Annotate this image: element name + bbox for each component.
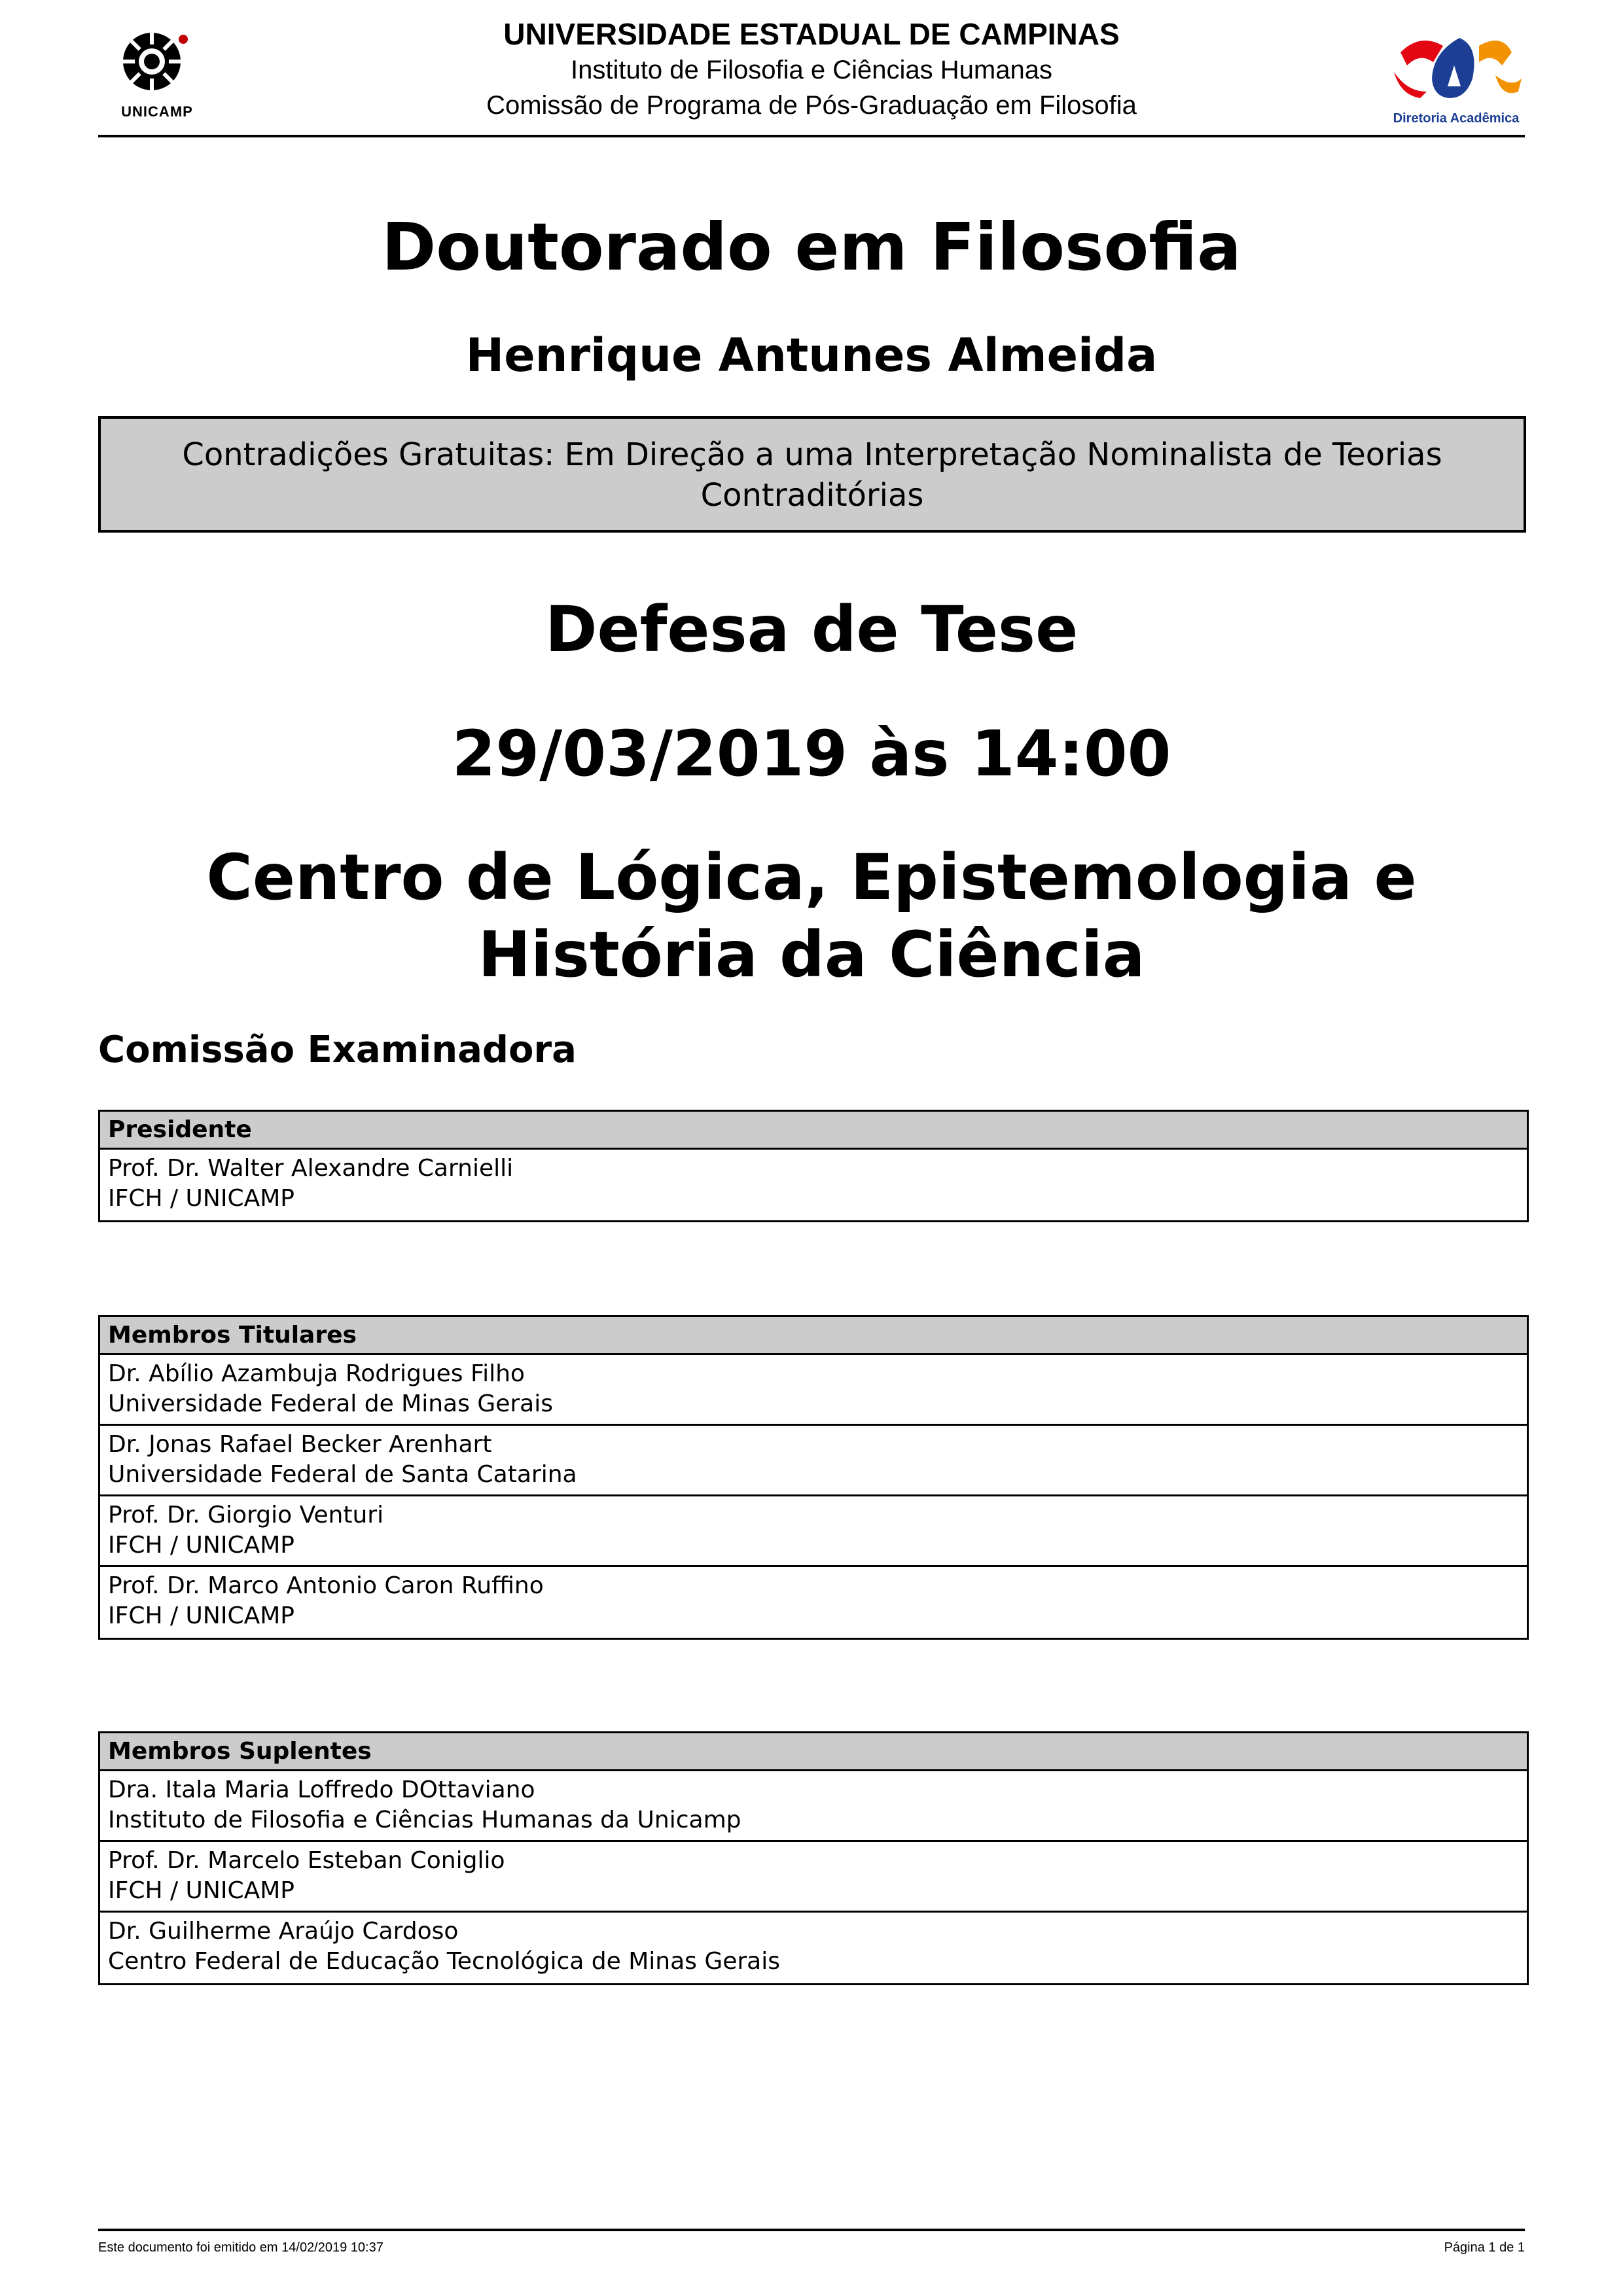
member-name: Prof. Dr. Giorgio Venturi — [108, 1502, 384, 1528]
member-name: Dr. Abílio Azambuja Rodrigues Filho — [108, 1360, 525, 1387]
page-number: Página 1 de 1 — [1444, 2240, 1525, 2255]
table-row — [100, 1150, 1527, 1220]
table-row — [100, 1771, 1527, 1842]
diretoria-academica-logo — [1381, 26, 1538, 131]
diretoria-academica-text: Diretoria Acadêmica — [1393, 111, 1520, 126]
member-affiliation: IFCH / UNICAMP — [108, 1602, 294, 1629]
president-table — [98, 1110, 1529, 1222]
suplentes-header: Membros Suplentes — [100, 1733, 1527, 1771]
member-affiliation: Universidade Federal de Santa Catarina — [108, 1461, 577, 1488]
table-row — [100, 1355, 1527, 1426]
thesis-title: Contradições Gratuitas: Em Direção a uma Interpretação Nominalista de Teorias Contraditórias — [182, 436, 1442, 514]
institute-name: Instituto de Filosofia e Ciências Humanas — [571, 56, 1052, 84]
unicamp-logo-text: UNICAMP — [121, 103, 193, 120]
suplentes-table — [98, 1731, 1529, 1985]
member-name: Dr. Guilherme Araújo Cardoso — [108, 1918, 459, 1945]
document-footer — [98, 2229, 1525, 2255]
member-name: Prof. Dr. Marcelo Esteban Coniglio — [108, 1847, 505, 1874]
titulares-table — [98, 1315, 1529, 1640]
program-title: Doutorado em Filosofia — [382, 209, 1241, 285]
commission-name: Comissão de Programa de Pós-Graduação em Filosofia — [486, 91, 1137, 120]
member-name: Dr. Jonas Rafael Becker Arenhart — [108, 1431, 492, 1458]
table-row — [100, 1913, 1527, 1983]
titulares-header: Membros Titulares — [100, 1317, 1527, 1355]
diretoria-academica-emblem-icon — [1381, 26, 1531, 111]
table-row — [100, 1496, 1527, 1567]
member-name: Dra. Itala Maria Loffredo DOttaviano — [108, 1776, 535, 1803]
event-location: Centro de Lógica, Epistemologia e História da Ciência — [206, 841, 1417, 991]
member-name: Prof. Dr. Walter Alexandre Carnielli — [108, 1155, 514, 1182]
document-header — [98, 12, 1525, 137]
university-name: UNIVERSIDADE ESTADUAL DE CAMPINAS — [503, 17, 1120, 51]
member-affiliation: IFCH / UNICAMP — [108, 1532, 294, 1559]
member-affiliation: IFCH / UNICAMP — [108, 1877, 294, 1904]
table-row — [100, 1426, 1527, 1496]
member-affiliation: Centro Federal de Educação Tecnológica de Minas Gerais — [108, 1948, 781, 1975]
event-title: Defesa de Tese — [544, 593, 1079, 666]
member-affiliation: IFCH / UNICAMP — [108, 1185, 294, 1212]
member-name: Prof. Dr. Marco Antonio Caron Ruffino — [108, 1572, 544, 1599]
issued-timestamp: Este documento foi emitido em 14/02/2019 10:37 — [98, 2240, 383, 2255]
committee-heading: Comissão Examinadora — [98, 1029, 577, 1071]
member-affiliation: Universidade Federal de Minas Gerais — [108, 1390, 553, 1417]
event-datetime: 29/03/2019 às 14:00 — [452, 717, 1171, 790]
member-affiliation: Instituto de Filosofia e Ciências Humanas da Unicamp — [108, 1807, 741, 1833]
thesis-title-box — [98, 416, 1526, 533]
student-name: Henrique Antunes Almeida — [465, 328, 1158, 382]
table-row — [100, 1842, 1527, 1913]
president-header: Presidente — [100, 1112, 1527, 1150]
table-row — [100, 1567, 1527, 1638]
